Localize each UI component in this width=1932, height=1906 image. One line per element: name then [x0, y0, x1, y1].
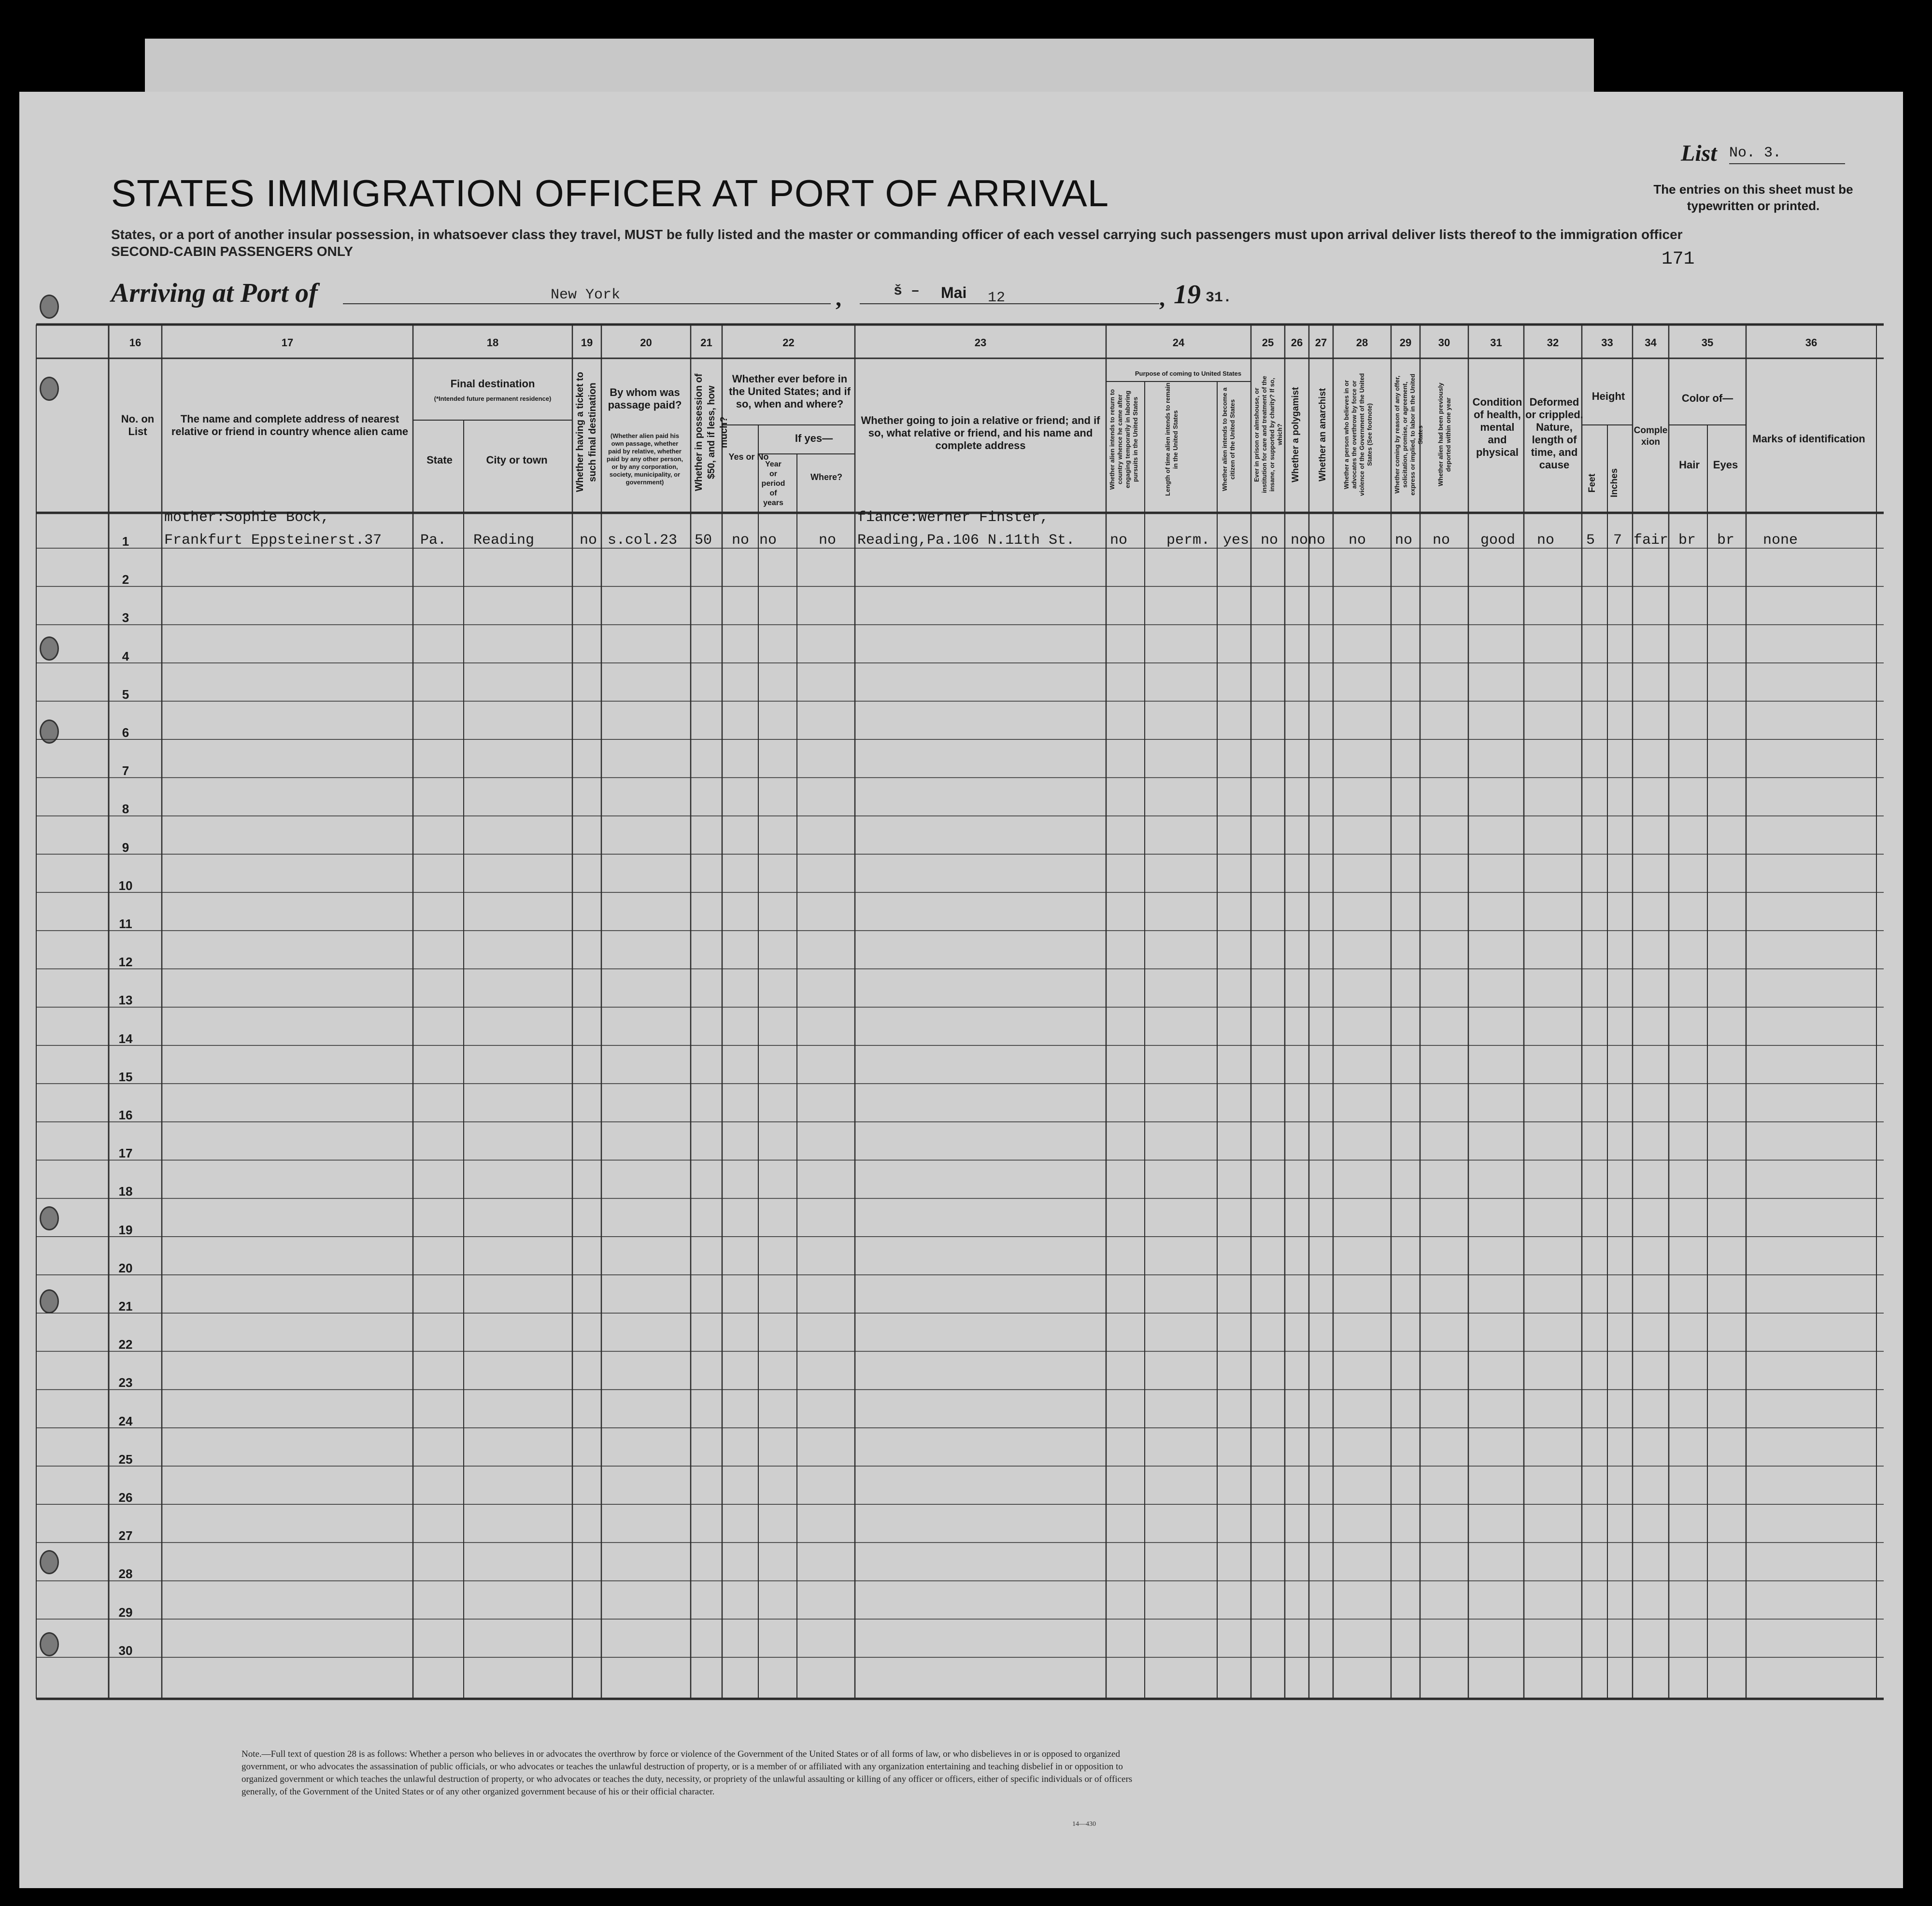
paid-by-value: s.col.23: [608, 532, 678, 549]
row-number: 3: [122, 610, 129, 625]
list-number: No. 3.: [1729, 145, 1845, 164]
header-citizen-intent: Whether alien intends to become a citizen of the United States: [1221, 387, 1236, 492]
header-final-destination-note: (*Intended future permanent residence): [434, 395, 552, 402]
header-paid-by: By whom was passage paid?: [608, 386, 682, 411]
row-number: 2: [122, 572, 129, 587]
column-number: 27: [1315, 337, 1327, 349]
state-value: Pa.: [420, 532, 447, 549]
ticket-value: no: [580, 532, 597, 549]
row-number: 8: [122, 802, 129, 817]
citizen-intent-value: yes: [1223, 532, 1250, 549]
before-us-value: no: [732, 532, 750, 549]
column-number: 31: [1490, 337, 1502, 349]
row-number: 23: [118, 1375, 133, 1390]
header-return-intent: Whether alien intends to return to country whence he came after engaging temporarily in laboring pursuits in the United States: [1108, 389, 1139, 490]
column-number: 17: [281, 337, 294, 349]
header-ticket: Whether having a ticket to such final destination: [575, 372, 598, 493]
form-subtitle: States, or a port of another insular possession, in whatsoever class they travel, MUST be fully listed and the master or commanding officer of each vessel carrying such passengers must upon arrival deliver lists thereof to the immigration officer: [111, 227, 1683, 242]
footnote: Note.—Full text of question 28 is as follows: Whether a person who believes in or advocates the overthrow by force or violence of the Government of the United States or of all forms of law, or who disbelieves in or is opposed to organized government, or who advocates the assassination of public officials, or who advocates or teaches the unlawful destruction of property, or is a member of or affiliated with any organization entertaining and teaching disbelief in or opposition to organized government or which teaches the unlawful destruction of property, or who advocates or teaches the duty, necessity, or propriety of the unlawful assaulting or killing of any officer or officers, either of specific individuals or of officers generally, of the Government of the United States or of any other organized government because of his or their official character.: [242, 1749, 1133, 1797]
feet-value: 5: [1586, 532, 1595, 549]
header-where: Where?: [810, 472, 842, 482]
header-labor-offer: Whether coming by reason of any offer, solicitation, promise, or agreement, express or implied, to labor in the United States: [1393, 373, 1424, 496]
row-number: 17: [118, 1146, 133, 1161]
row-number: 9: [122, 840, 129, 855]
header-no-on-list: No. on List: [121, 413, 155, 438]
header-money: Whether in possession of $50, and if less, how much?: [694, 373, 729, 491]
row-number: 20: [118, 1260, 133, 1275]
length-stay-value: perm.: [1166, 532, 1210, 549]
header-if-yes: If yes—: [795, 432, 833, 444]
complexion-value: fair: [1634, 532, 1669, 549]
column-number: 28: [1356, 337, 1368, 349]
column-number: 20: [640, 337, 652, 349]
row-number: 10: [118, 878, 133, 893]
column-number: 16: [129, 337, 142, 349]
column-number: 34: [1645, 337, 1657, 349]
column-number: 23: [974, 337, 987, 349]
header-deformed: Deformed or crippled. Nature, length of time, and cause: [1525, 396, 1583, 471]
header-eyes: Eyes: [1713, 459, 1738, 471]
column-number: 29: [1399, 337, 1412, 349]
header-prison: Ever in prison or almshouse, or institution for care and treatment of the insane, or supported by charity? If so, which?: [1253, 376, 1283, 494]
join-line1: fiance:Werner Finster,: [857, 509, 1049, 526]
row-number: 29: [118, 1605, 133, 1620]
marks-value: none: [1763, 532, 1798, 549]
month: Mai: [941, 284, 967, 301]
year-prefix: 19: [1174, 280, 1201, 310]
header-complexion: Complexion: [1634, 425, 1668, 447]
header-before-us: Whether ever before in the United States; and if so, when and where?: [729, 373, 851, 410]
header-polygamist: Whether a polygamist: [1291, 387, 1301, 482]
row-number: 4: [122, 649, 129, 664]
header-paid-by-note: (Whether alien paid his own passage, whether paid by relative, whether paid by any other person, or by any corporation, society, municipality, or government): [606, 432, 683, 486]
port-name: New York: [551, 287, 621, 303]
labor-offer-value: no: [1395, 532, 1413, 549]
relative-line1: mother:Sophie Bock,: [164, 509, 330, 526]
column-number: 36: [1805, 337, 1818, 349]
arriving-label: Arriving at Port of: [111, 278, 318, 308]
before-where-value: no: [819, 532, 837, 549]
city-value: Reading: [473, 532, 535, 549]
header-years: Year or period of years: [761, 460, 785, 507]
list-label: List: [1681, 141, 1717, 166]
day-mark: š –: [894, 283, 920, 299]
header-relative: The name and complete address of nearest relative or friend in country whence alien came: [171, 413, 409, 438]
header-health: Condition of health, mental and physical: [1472, 396, 1522, 458]
row-number: 7: [122, 763, 129, 778]
return-intent-value: no: [1110, 532, 1128, 549]
row-number: 11: [119, 917, 132, 931]
header-join: Whether going to join a relative or friend; and if so, what relative or friend, and his name and complete address: [861, 414, 1100, 452]
column-number: 25: [1262, 337, 1274, 349]
header-inches: Inches: [1609, 468, 1619, 498]
header-yes-no: Yes or No: [728, 452, 769, 462]
column-number: 24: [1172, 337, 1185, 349]
deported-value: no: [1433, 532, 1450, 549]
prison-value: no: [1261, 532, 1279, 549]
overthrow-value: no: [1349, 532, 1366, 549]
header-final-destination: Final destination: [450, 378, 535, 390]
form-title: STATES IMMIGRATION OFFICER AT PORT OF ARRIVAL: [111, 172, 1109, 214]
eyes-value: br: [1717, 532, 1735, 549]
year-suffix: 31.: [1206, 290, 1232, 306]
header-height: Height: [1591, 390, 1625, 402]
row-number: 14: [118, 1031, 133, 1046]
header-anarchist: Whether an anarchist: [1318, 388, 1328, 481]
row-number: 28: [118, 1567, 133, 1581]
polygamist-value: no: [1291, 532, 1308, 549]
row-number: 6: [122, 725, 129, 740]
header-state: State: [426, 454, 453, 466]
column-number: 18: [486, 337, 499, 349]
row-number: 30: [118, 1643, 133, 1658]
row-number: 15: [118, 1069, 133, 1084]
header-marks: Marks of identification: [1752, 433, 1865, 445]
cabin-class: SECOND-CABIN PASSENGERS ONLY: [111, 244, 353, 259]
row-number: 19: [118, 1222, 133, 1237]
comma: ,: [836, 285, 841, 311]
header-overthrow: Whether a person who believes in or advocates the overthrow by force or violence of the Government of the United States (See footnote): [1343, 373, 1373, 496]
header-deported: Whether alien had been previously deported within one year: [1437, 382, 1452, 487]
row-number: 24: [118, 1413, 133, 1428]
row-number: 12: [118, 955, 133, 970]
row-number: 27: [118, 1528, 133, 1543]
header-feet: Feet: [1587, 473, 1597, 493]
money-value: 50: [695, 532, 712, 549]
row-number: 5: [122, 687, 129, 702]
day: 12: [988, 290, 1006, 306]
form-code: 14—430: [1072, 1821, 1096, 1828]
row-number: 21: [118, 1299, 133, 1313]
health-value: good: [1480, 532, 1516, 549]
column-number: 33: [1601, 337, 1613, 349]
anarchist-value: no: [1308, 532, 1326, 549]
column-number: 22: [782, 337, 795, 349]
column-number: 35: [1701, 337, 1714, 349]
hair-value: br: [1678, 532, 1696, 549]
row-number: 13: [118, 993, 133, 1008]
typewritten-note: The entries on this sheet must be typewritten or printed.: [1653, 182, 1853, 213]
row-number: 25: [118, 1452, 133, 1467]
row-number: 16: [118, 1108, 133, 1122]
column-number: 21: [700, 337, 712, 349]
header-color-of: Color of—: [1681, 392, 1733, 404]
join-line2: Reading,Pa.106 N.11th St.: [857, 532, 1075, 549]
header-purpose: Purpose of coming to United States: [1135, 370, 1242, 377]
header-city: City or town: [486, 454, 548, 466]
row-number: 18: [118, 1184, 133, 1199]
column-number: 26: [1291, 337, 1303, 349]
column-number: 30: [1438, 337, 1450, 349]
before-years-value: no: [759, 532, 777, 549]
row-number: 26: [118, 1490, 133, 1505]
header-hair: Hair: [1679, 459, 1700, 471]
relative-line2: Frankfurt Eppsteinerst.37: [164, 532, 382, 549]
page-number: 171: [1662, 249, 1695, 269]
deformed-value: no: [1537, 532, 1555, 549]
row-number: 22: [118, 1337, 133, 1352]
comma: ,: [1159, 285, 1165, 311]
header-length-stay: Length of time alien intends to remain in the United States: [1164, 382, 1179, 496]
column-number: 32: [1547, 337, 1559, 349]
inches-value: 7: [1613, 532, 1622, 549]
row-number: 1: [122, 534, 129, 549]
column-number: 19: [581, 337, 593, 349]
